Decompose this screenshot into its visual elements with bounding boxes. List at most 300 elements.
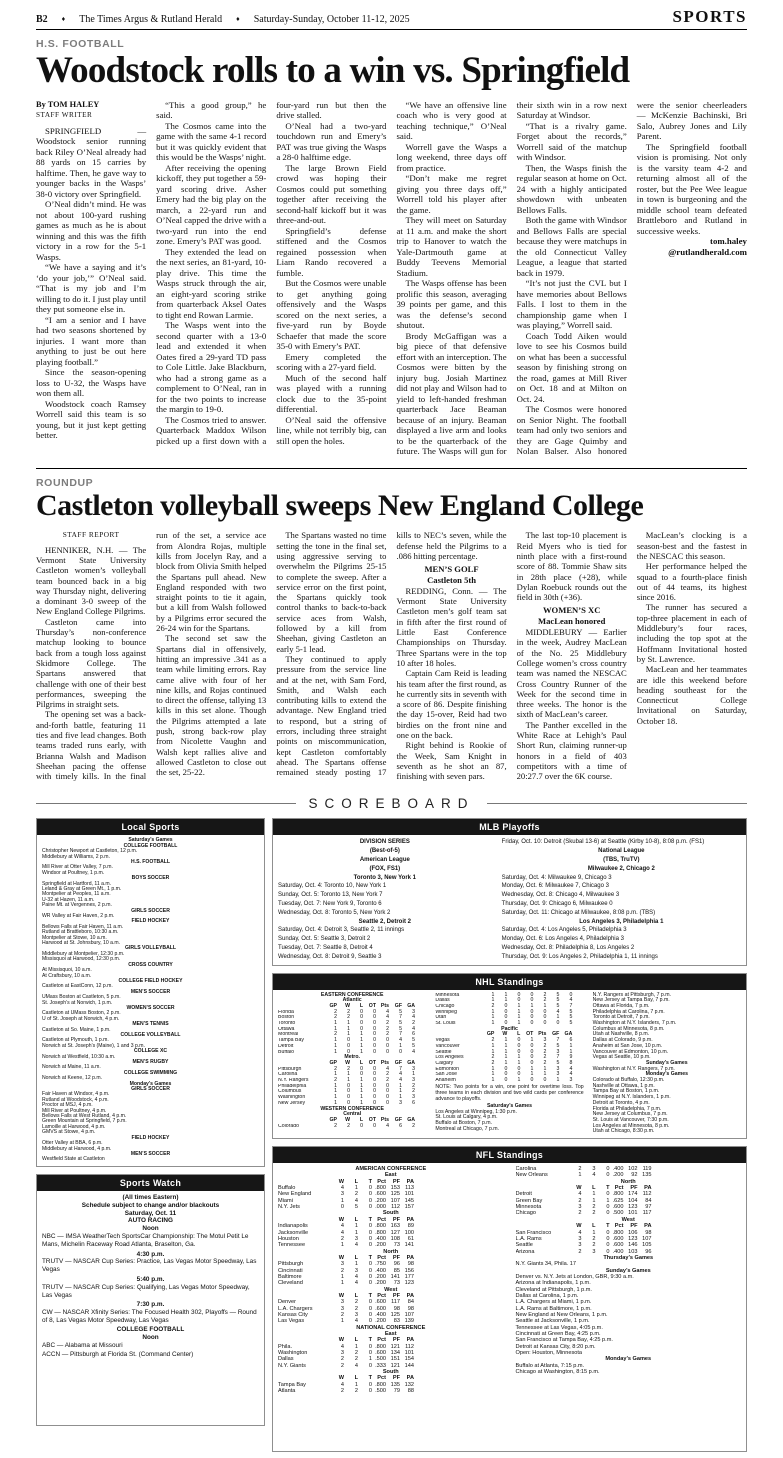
stat-value: Pct <box>377 1292 386 1299</box>
local-sports-box <box>36 818 265 1166</box>
stat-value: 0 <box>373 1088 376 1095</box>
stat-value: 4 <box>592 1172 596 1179</box>
nhl-column-2 <box>435 993 583 1136</box>
score-line: Toronto at Detroit, 7 p.m. <box>592 1014 650 1021</box>
stat-value: 1 <box>491 1048 495 1055</box>
stat-value: 0 <box>504 1020 508 1027</box>
stat-value: PA <box>406 1375 414 1382</box>
stat-value: .500 <box>375 1388 386 1395</box>
stat-value: 0 <box>368 1362 372 1369</box>
stat-value: 2 <box>386 1020 389 1027</box>
team-name: Minnesota <box>435 992 460 998</box>
stat-value: 2 <box>543 991 547 998</box>
stat-value: 2 <box>340 1362 344 1369</box>
stat-value: .200 <box>375 1273 386 1280</box>
stat-value: 0 <box>368 1223 372 1230</box>
stat-value: 1 <box>340 1273 344 1280</box>
score-line: Wednesday, Oct. 8: Toronto 5, New York 2 <box>278 909 391 916</box>
stat-value: 4 <box>354 1318 358 1325</box>
stat-value: 3 <box>340 1299 344 1306</box>
subhead-title: MacLean honored <box>538 615 606 626</box>
stat-value: 0 <box>530 1077 534 1084</box>
diamond-icon: ♦ <box>61 15 66 23</box>
team-name: Calgary <box>435 1060 454 1066</box>
team-name: N.Y. Rangers <box>278 1078 309 1084</box>
stat-value: 1 <box>530 1071 534 1078</box>
stat-value: 0 <box>606 1166 610 1173</box>
article-paragraph: Brody McGaffigan was a big piece of that defensive effort with an interception. The Cosmos were bitten by the injury bug. Josiah Martinez did not play and Wilson had to yield to left-handed freshman quarterback Jace Beaman because of an injury. Beaman displayed a live arm and looks to be the quarterback of the future. The Wasps will gun for their sixth win in a row next Saturday at Windsor. <box>396 99 627 457</box>
score-line: Castleton at So. Maine, 1 p.m. <box>42 1026 111 1033</box>
score-heading: (Best-of-5) <box>369 848 400 855</box>
score-line: Columbus at Minnesota, 8 p.m. <box>592 1025 665 1032</box>
stat-value: 97 <box>645 1204 652 1211</box>
team-name: Anaheim <box>435 1078 456 1084</box>
article-paragraph: “This a good group,” he said. <box>156 99 267 121</box>
score-line: Christopher Newport at Castleton, 12 p.m. <box>42 848 138 855</box>
stat-value: 3 <box>578 1242 582 1249</box>
stat-value: .800 <box>375 1343 386 1350</box>
stat-value: 96 <box>645 1248 652 1255</box>
stat-value: L <box>354 1337 358 1344</box>
stat-value: 125 <box>390 1311 400 1318</box>
score-heading: American League <box>359 856 410 863</box>
stat-value: 3 <box>592 1166 596 1173</box>
stat-value: 2 <box>354 1356 358 1363</box>
stat-value: 0 <box>386 1082 389 1089</box>
stat-value: L <box>354 1292 358 1299</box>
stat-value: GA <box>407 1059 415 1066</box>
paper-name: The Times Argus & Rutland Herald <box>79 14 223 25</box>
stat-value: 0 <box>399 1048 402 1055</box>
stat-value: .400 <box>375 1267 386 1274</box>
stat-value: 3 <box>399 1099 402 1106</box>
stat-value: 113 <box>405 1185 414 1192</box>
score-heading: South <box>382 1369 399 1376</box>
score-heading: South <box>382 1210 399 1217</box>
score-line: Washington at N.Y. Islanders, 7 p.m. <box>592 1020 677 1027</box>
team-name: L.A. Rams <box>515 1235 542 1242</box>
score-heading: Monday’s Games <box>645 1071 689 1078</box>
stat-value: 117 <box>391 1299 400 1306</box>
stat-value: 1 <box>360 1037 363 1044</box>
scoreboard-right-column <box>272 818 747 1452</box>
stat-value: 2 <box>334 1065 337 1072</box>
stat-value: 0 <box>360 1014 363 1021</box>
score-heading: FIELD HOCKEY <box>131 918 170 925</box>
stat-value: 1 <box>340 1242 344 1249</box>
stat-value: 1 <box>360 1031 363 1038</box>
stat-value: 0 <box>368 1343 372 1350</box>
stat-value: 0 <box>368 1388 372 1395</box>
mlb-column-1 <box>278 838 492 961</box>
stat-value: .600 <box>375 1299 386 1306</box>
stat-value: 0 <box>606 1191 610 1198</box>
stat-value: 1 <box>606 1197 610 1204</box>
stat-value: GF <box>552 1031 560 1038</box>
stat-value: 2 <box>578 1166 582 1173</box>
stat-value: 3 <box>340 1191 344 1198</box>
article-paragraph: They continued to apply pressure from the service line and at the net, with Sam Ford, Smith, and Walsh each contributing kills to extend the advantage. New England tried to respond, but a string of errors, including three straight points on miscommunication, kept Castleton comfortably ahead. The Spartans offense remained steady posting 17 kills to NEC’s seven, while the defense held the Pilgrims to a .086 hitting percentage. <box>276 530 507 778</box>
stat-value: 5 <box>399 1008 402 1015</box>
score-line: Tampa Bay at Boston, 1 p.m. <box>592 1088 660 1095</box>
team-name: Boston <box>278 1015 295 1021</box>
team-name: Green Bay <box>515 1197 543 1204</box>
score-line: Buffalo at Atlanta, 7:15 p.m. <box>515 1362 585 1369</box>
score-line: Castleton at Plymouth, 1 p.m. <box>42 1037 109 1044</box>
stat-value: 0 <box>517 1065 521 1072</box>
stat-value: W <box>338 1254 344 1261</box>
article-paragraph: O’Neal said the offensive line, while not terribly big, can still open the holes. <box>276 414 387 446</box>
score-heading: CROSS COUNTRY <box>128 961 173 968</box>
stat-value: 2 <box>592 1235 596 1242</box>
stat-value: 2 <box>340 1311 344 1318</box>
stat-value: .500 <box>612 1210 624 1217</box>
article-paragraph: The second set saw the Spartans dial in offensively, hitting an impressive .341 as a team while limiting errors. Ray came alive with four of her nine kills, and Rojas continued to direct the offense, tallying 13 kills in this set alone. Though the Pilgrims attempted a late push, strong back-row play from Nicolette Vaughn and Walsh kept rallies alive and allowed Castleton to close out the set, 25-22. <box>156 633 267 778</box>
stat-value: 146 <box>628 1242 638 1249</box>
score-line: Dallas at Carolina, 1 p.m. <box>515 1292 579 1299</box>
stat-value: 1 <box>543 1065 547 1072</box>
score-heading: North <box>620 1178 636 1185</box>
score-heading: GIRLS SOCCER <box>131 907 170 914</box>
stat-value: 4 <box>340 1381 344 1388</box>
team-name: Toronto <box>278 1021 296 1027</box>
stat-value: 112 <box>405 1343 414 1350</box>
stat-value: GF <box>394 1059 402 1066</box>
stat-value: 156 <box>404 1267 414 1274</box>
score-line: Los Angeles at Winnipeg, 1:30 p.m. <box>435 1108 517 1115</box>
team-name: Tampa Bay <box>278 1038 304 1044</box>
stat-value: 2 <box>347 1008 350 1015</box>
stat-value: 105 <box>642 1242 652 1249</box>
score-heading: GIRLS SOCCER <box>131 1086 170 1093</box>
score-line: L.A. Chargers at Miami, 1 p.m. <box>515 1299 592 1306</box>
stat-value: 0 <box>373 1094 376 1101</box>
stat-value: 1 <box>347 1077 350 1084</box>
score-heading: EASTERN CONFERENCE <box>320 991 384 998</box>
stat-value: 8 <box>569 1059 573 1066</box>
stat-value: 61 <box>407 1235 414 1242</box>
stat-value: 2 <box>578 1210 582 1217</box>
score-line: N.Y. Rangers at Pittsburgh, 7 p.m. <box>592 991 671 998</box>
stat-value: L <box>592 1185 596 1192</box>
score-line: Dallas at Colorado, 9 p.m. <box>592 1037 653 1044</box>
stat-value: W <box>338 1216 344 1223</box>
team-name: Washington <box>278 1095 306 1101</box>
divider-rule <box>36 29 747 30</box>
stat-value: 0 <box>606 1210 610 1217</box>
stat-value: 2 <box>491 1054 495 1061</box>
score-line: Washington at N.Y. Rangers, 7 p.m. <box>592 1065 675 1072</box>
team-name: Pittsburgh <box>278 1066 302 1072</box>
score-heading: Seattle 2, Detroit 2 <box>358 918 412 925</box>
stat-value: .600 <box>612 1204 624 1211</box>
stat-value: 2 <box>386 1071 389 1078</box>
score-line: Detroit at Kansas City, 8:20 p.m. <box>515 1343 596 1350</box>
score-heading: GIRLS VOLLEYBALL <box>125 945 176 952</box>
article-paragraph: Worrell gave the Wasps a long weekend, three days off from practice. <box>396 141 507 173</box>
stat-value: .500 <box>375 1356 386 1363</box>
stat-value: 0 <box>543 1014 547 1021</box>
stat-value: W <box>338 1337 344 1344</box>
stat-value: GP <box>329 1002 337 1009</box>
stat-value: 1 <box>504 1059 508 1066</box>
team-name: Indianapolis <box>278 1223 308 1230</box>
stat-value: 2 <box>347 1122 350 1129</box>
score-line: Proctor at MSJ, 4 p.m. <box>42 1102 93 1109</box>
score-heading: MEN’S SOCCER <box>130 988 171 995</box>
score-line: Otter Valley at BBA, 6 p.m. <box>42 1140 103 1147</box>
score-line: Sunday, Oct. 5: Toronto 13, New York 7 <box>278 892 383 899</box>
stat-value: L <box>354 1178 358 1185</box>
box-title: NFL Standings <box>273 1147 746 1163</box>
stat-value: 0 <box>386 1037 389 1044</box>
stat-value: T <box>606 1223 610 1230</box>
score-heading: COLLEGE XC <box>133 1048 168 1055</box>
stat-value: 0 <box>368 1318 372 1325</box>
stat-value: 0 <box>373 1008 376 1015</box>
stat-value: 2 <box>386 1031 389 1038</box>
stat-value: PA <box>406 1216 414 1223</box>
stat-value: 5 <box>556 991 560 998</box>
stat-value: 4 <box>569 1065 573 1072</box>
score-line: Windsor at Poultney, 1 p.m. <box>42 869 105 876</box>
stat-value: 1 <box>530 1065 534 1072</box>
stat-value: 0 <box>373 1037 376 1044</box>
team-name: Seattle <box>515 1242 533 1249</box>
article-paragraph: Woodstock coach Ramsey Worrell said this team is so young, but it just kept getting better. <box>36 398 147 441</box>
stat-value: 7 <box>556 1037 560 1044</box>
stat-value: 1 <box>504 1054 508 1061</box>
team-name: Colorado <box>278 1123 300 1129</box>
stat-value: 1 <box>360 1048 363 1055</box>
stat-value: 4 <box>386 1008 389 1015</box>
stat-value: 2 <box>592 1204 596 1211</box>
stat-value: 2 <box>543 1042 547 1049</box>
stat-value: 0 <box>368 1299 372 1306</box>
score-line: Nashville at Ottawa, 1 p.m. <box>592 1082 655 1089</box>
nfl-column-1 <box>278 1166 504 1448</box>
stat-value: 112 <box>391 1204 400 1211</box>
stat-value: 0 <box>504 1071 508 1078</box>
stat-value: 123 <box>628 1204 638 1211</box>
masthead-left <box>36 14 410 25</box>
team-name: N.Y. Giants <box>278 1362 306 1369</box>
score-line: Mill River at Poultney, 4 p.m. <box>42 1107 107 1114</box>
score-heading: West <box>621 1216 635 1223</box>
stat-value: 1 <box>399 1094 402 1101</box>
mlb-playoffs-body <box>273 835 746 964</box>
team-name: N.Y. Jets <box>278 1204 300 1211</box>
team-name: Minnesota <box>515 1204 542 1211</box>
stat-value: 2 <box>412 1088 415 1095</box>
stat-value: 1 <box>334 1025 337 1032</box>
article-paragraph: “I am a senior and I have had two seasons shortened by injuries. I want more than anything to just be out here playing football.” <box>36 314 147 367</box>
score-line: Saturday, Oct. 4: Detroit 3, Seattle 2, 11 innings <box>278 927 405 934</box>
team-name: Atlanta <box>278 1388 296 1395</box>
stat-value: .625 <box>612 1197 624 1204</box>
stat-value: .600 <box>612 1242 624 1249</box>
stat-value: 163 <box>390 1223 400 1230</box>
team-name: Dallas <box>278 1356 294 1363</box>
score-heading: (FOX, FS1) <box>369 865 401 872</box>
article-paragraph: The Cosmos were honored on Senior Night. The football team had only two seniors and they are Gage Quimby and Nolan Balser. Also honored were the senior cheerleaders — McKenzie Bachinski, Bri Salo, Aubrey Jones and Lily Parent. <box>516 99 747 457</box>
stat-value: 2 <box>354 1299 358 1306</box>
score-line: Arizona at Indianapolis, 1 p.m. <box>515 1280 591 1287</box>
team-name: San Francisco <box>515 1229 552 1236</box>
score-line: TRUTV — NASCAR Cup Series: Qualifying, Las Vegas Motor Speedway, Las Vegas <box>42 1283 250 1299</box>
article-roundup <box>36 477 747 787</box>
stat-value: 4 <box>386 1065 389 1072</box>
stat-value: T <box>368 1337 372 1344</box>
stat-value: .600 <box>375 1350 386 1357</box>
team-name: Denver <box>278 1299 297 1306</box>
stat-value: 3 <box>592 1248 596 1255</box>
stat-value: 1 <box>491 1077 495 1084</box>
stat-value: 2 <box>491 1002 495 1009</box>
stat-value: 1 <box>354 1343 358 1350</box>
stat-value: .000 <box>375 1204 386 1211</box>
nfl-standings-body <box>273 1163 746 1451</box>
stat-value: 0 <box>347 1088 350 1095</box>
score-heading: West <box>384 1286 398 1293</box>
stat-value: PF <box>392 1178 400 1185</box>
stat-value: OT <box>368 1002 376 1009</box>
stat-value: 0 <box>373 1042 376 1049</box>
divider-rule <box>36 468 747 469</box>
stat-value: 1 <box>517 1059 521 1066</box>
team-name: Detroit <box>515 1191 532 1198</box>
score-line: Cincinnati at Green Bay, 4:25 p.m. <box>515 1331 601 1338</box>
stat-value: 5 <box>556 1002 560 1009</box>
score-heading: MEN’S RUGBY <box>132 1059 169 1065</box>
stat-value: 0 <box>517 1048 521 1055</box>
score-heading: NATIONAL CONFERENCE <box>356 1324 426 1331</box>
score-line: Lamoille at Harwood, 4 p.m. <box>42 1123 106 1130</box>
edition-date: Saturday-Sunday, October 11-12, 2025 <box>253 14 410 25</box>
stat-value: 3 <box>340 1350 344 1357</box>
score-heading: MEN’S SOCCER <box>130 1150 171 1157</box>
stat-value: Pct <box>377 1375 386 1382</box>
stat-value: 4 <box>556 1008 560 1015</box>
score-line: Tuesday, Oct. 7: Seattle 8, Detroit 4 <box>278 944 373 951</box>
standings-row <box>278 1124 426 1130</box>
stat-value: 0 <box>530 1014 534 1021</box>
stat-value: 0 <box>347 1082 350 1089</box>
stat-value: 0 <box>504 1065 508 1072</box>
stat-value: 5 <box>569 1020 573 1027</box>
stat-value: .200 <box>375 1242 386 1249</box>
stat-value: .400 <box>612 1248 624 1255</box>
score-line: ABC — Alabama at Missouri <box>42 1342 123 1350</box>
stat-value: 135 <box>642 1172 652 1179</box>
staff-report-label: STAFF REPORT <box>62 530 120 540</box>
stat-value: 0 <box>517 1071 521 1078</box>
standings-row <box>278 1388 504 1394</box>
score-line: Utah at Nashville, 8 p.m. <box>592 1031 650 1038</box>
article-paragraph: “Don’t make me regret giving you three days off,” Worrell told his player after the game. <box>396 173 507 215</box>
article-paragraph: O’Neal had a two-yard touchdown run and Emery’s PAT was true giving the Wasps a 28-0 halftime edge. <box>276 120 387 163</box>
stat-value: 98 <box>407 1305 414 1312</box>
stat-value: 2 <box>347 1014 350 1021</box>
article-body-columns <box>36 100 747 458</box>
score-line: Buffalo at Boston, 7 p.m. <box>435 1119 493 1126</box>
stat-value: 2 <box>592 1210 596 1217</box>
stat-value: 4 <box>354 1280 358 1287</box>
stat-value: 139 <box>404 1318 414 1325</box>
article-woodstock <box>36 38 747 458</box>
stat-value: PA <box>644 1223 652 1230</box>
score-heading: National League <box>598 848 645 855</box>
stat-value: T <box>368 1254 372 1261</box>
score-line: At Missisquoi, 10 a.m. <box>42 967 92 974</box>
stat-value: 1 <box>334 1071 337 1078</box>
stat-value: 1 <box>517 1002 521 1009</box>
stat-value: 4 <box>399 1077 402 1084</box>
stat-value: 83 <box>393 1318 400 1325</box>
team-name: Jacksonville <box>278 1229 309 1236</box>
stat-value: 0 <box>373 1031 376 1038</box>
score-line: Thursday, Oct. 9: Los Angeles 2, Philadelphia 1, 11 innings <box>501 953 658 960</box>
stat-value: 4 <box>354 1197 358 1204</box>
stat-value: 1 <box>347 1025 350 1032</box>
stat-value: 2 <box>543 1048 547 1055</box>
score-heading: Metro. <box>344 1054 360 1061</box>
score-heading: Sunday’s Games <box>605 1267 651 1274</box>
stat-value: 154 <box>404 1356 414 1363</box>
stat-value: W <box>345 1116 350 1123</box>
stat-value: 2 <box>386 1077 389 1084</box>
stat-value: 2 <box>334 1031 337 1038</box>
score-line: Tennessee at Las Vegas, 4:05 p.m. <box>515 1324 603 1331</box>
article-paragraph: But the Cosmos were unable to get anything going offensively and the Wasps scored on the next series, a five-yard run by Boyde Schaefer that made the score 35-0 with Emery’s PAT. <box>276 278 387 352</box>
article-paragraph: The Cosmos came into the game with the same 4-1 record but it was quickly evident that this would be the Wasps’ night. <box>156 120 267 163</box>
score-line: Leland & Gray at Green Mt., 1 p.m. <box>42 886 122 892</box>
score-heading: (All times Eastern) <box>122 1193 179 1201</box>
article-paragraph: Emery completed the scoring with a 27-yard field. <box>276 351 387 373</box>
stat-value: 141 <box>390 1273 400 1280</box>
score-line: Philadelphia at Carolina, 7 p.m. <box>592 1008 665 1015</box>
stat-value: 0 <box>347 1094 350 1101</box>
author-credit: @rutlandherald.com <box>668 246 747 257</box>
score-line: CW — NASCAR Xfinity Series: The Focused Health 302, Playoffs — Round of 8, Las Vegas Motor Speedway, Las Vegas <box>42 1308 257 1324</box>
stat-value: .750 <box>375 1261 386 1268</box>
score-line: New England at New Orleans, 1 p.m. <box>515 1311 608 1318</box>
stat-value: 103 <box>628 1248 638 1255</box>
score-line: Norwich at Westfield, 10:30 a.m. <box>42 1053 116 1060</box>
scoreboard-title: SCOREBOARD <box>308 796 475 812</box>
article-paragraph: They extended the lead on the next series, an 81-yard, 10-play drive. This time the Wasps struck through the air, an eight-yard scoring strike from quarterback Aksel Oates to tight end Rowan Larmie. <box>156 246 267 320</box>
article-kicker: ROUNDUP <box>36 476 94 489</box>
stat-value: 3 <box>569 1077 573 1084</box>
stat-value: L <box>359 1059 363 1066</box>
stat-value: 0 <box>530 1054 534 1061</box>
stat-value: 1 <box>504 1048 508 1055</box>
stat-value: 0 <box>368 1350 372 1357</box>
stat-value: 0 <box>360 1025 363 1032</box>
stat-value: 1 <box>334 1048 337 1055</box>
score-line: Vegas at Seattle, 10 p.m. <box>592 1054 651 1061</box>
stat-value: 2 <box>354 1305 358 1312</box>
stat-value: 4 <box>412 1025 415 1032</box>
stat-value: 0 <box>517 1037 521 1044</box>
mlb-column-2 <box>502 838 741 961</box>
stat-value: 0 <box>368 1235 372 1242</box>
stat-value: Pts <box>380 1059 389 1066</box>
score-line: UMass Boston at Castleton, 5 p.m. <box>42 994 121 1001</box>
score-heading: COLLEGE FOOTBALL <box>123 842 178 849</box>
subhead-category: MEN’S GOLF <box>424 564 479 575</box>
stat-value: 1 <box>334 1020 337 1027</box>
